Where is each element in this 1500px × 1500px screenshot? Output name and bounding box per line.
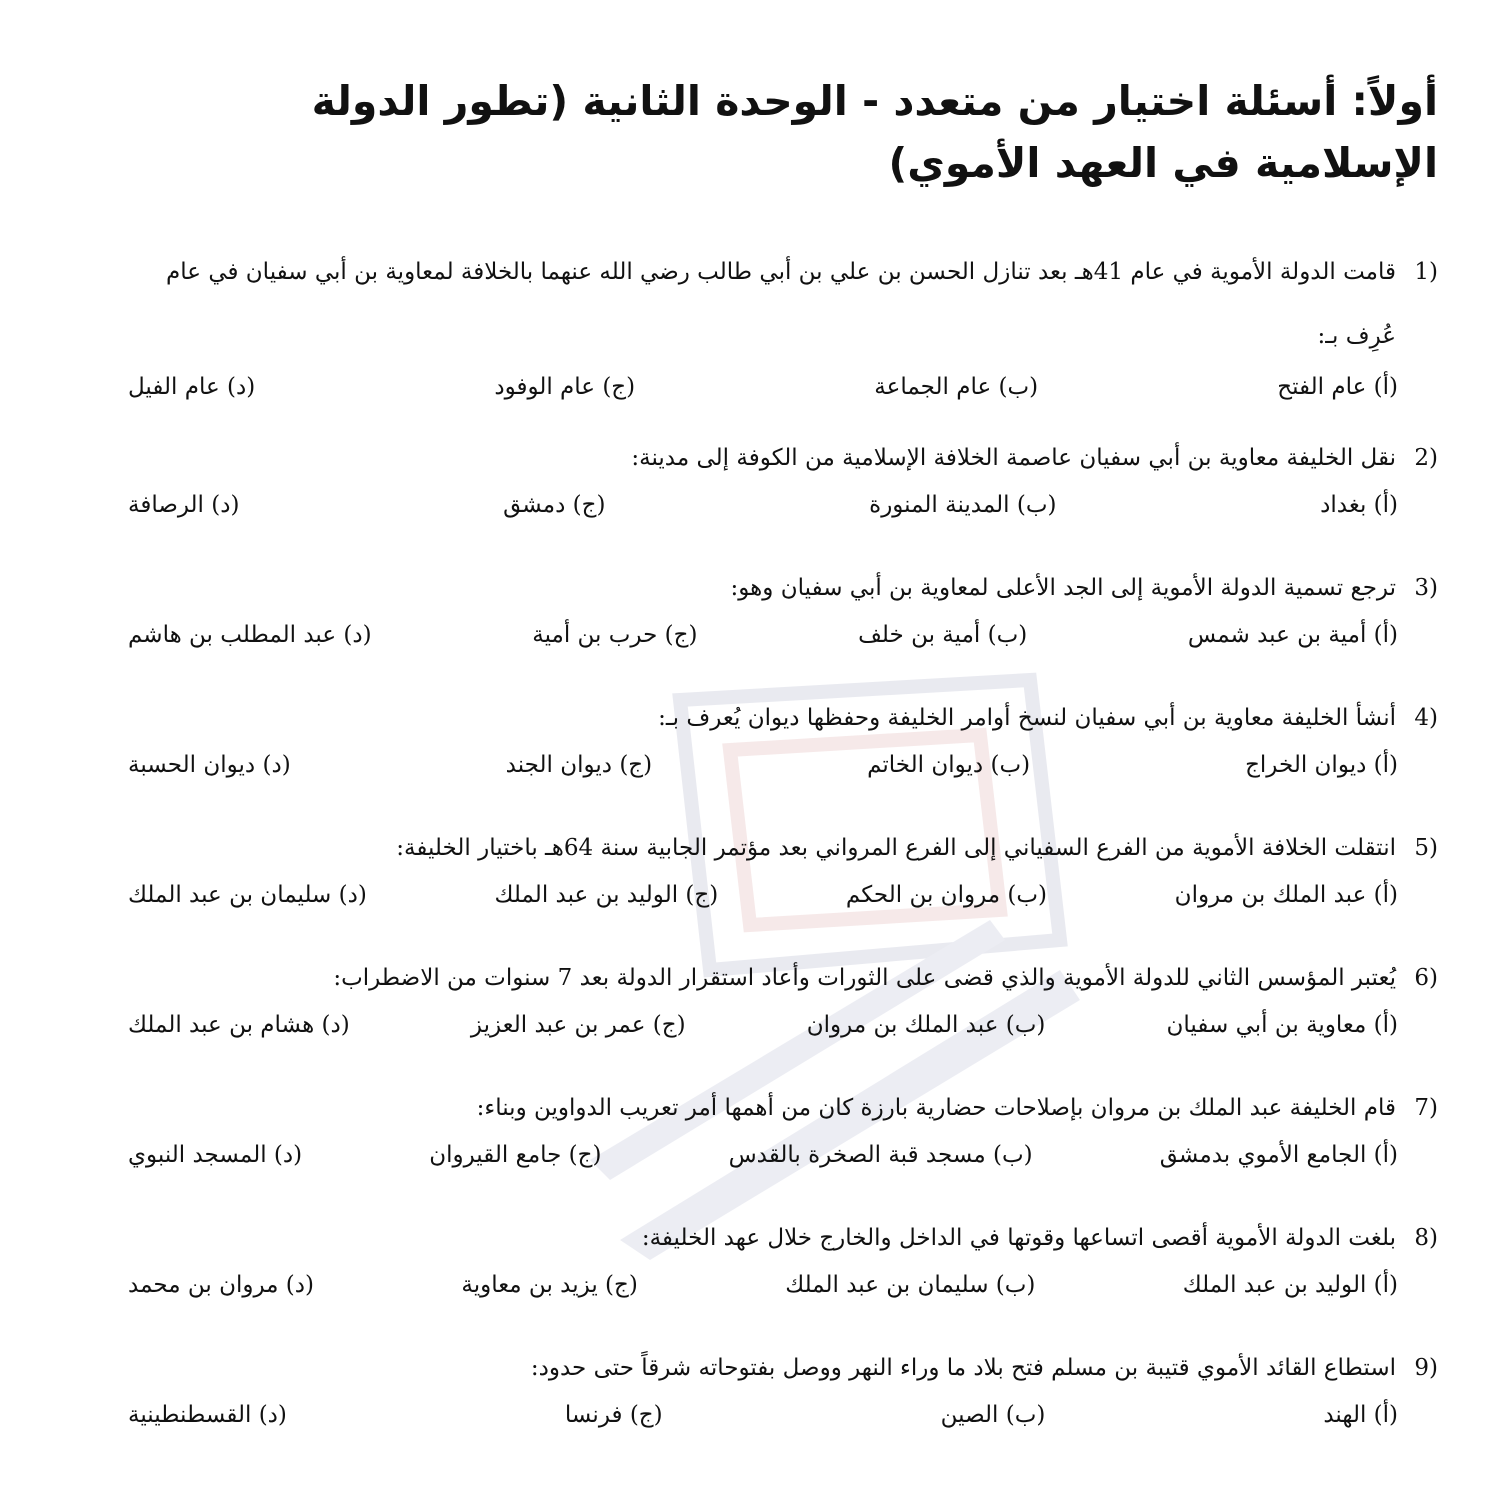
answer-options (128, 876, 1438, 914)
option-b: (ب) مسجد قبة الصخرة بالقدس (728, 1142, 1033, 1168)
question-item (128, 240, 1438, 406)
question-number: 4) (1414, 705, 1438, 731)
option-a: (أ) أمية بن عبد شمس (1187, 622, 1398, 648)
answer-options (128, 1266, 1438, 1304)
option-c: (ج) يزيد بن معاوية (461, 1272, 638, 1298)
option-c: (ج) دمشق (503, 492, 606, 518)
option-c: (ج) فرنسا (564, 1402, 663, 1428)
question-number: 5) (1414, 835, 1438, 861)
option-b: (ب) مروان بن الحكم (845, 882, 1047, 908)
option-b: (ب) المدينة المنورة (869, 492, 1057, 518)
answer-options (128, 1136, 1438, 1174)
question-stem (128, 820, 1438, 876)
option-d: (د) عبد المطلب بن هاشم (128, 622, 372, 648)
question-number: 2) (1414, 445, 1438, 471)
option-b: (ب) ديوان الخاتم (867, 752, 1031, 778)
option-d: (د) هشام بن عبد الملك (128, 1012, 350, 1038)
answer-options (128, 486, 1438, 524)
question-stem (128, 690, 1438, 746)
question-number: 6) (1414, 965, 1438, 991)
answer-options (128, 368, 1438, 406)
question-stem (128, 1210, 1438, 1266)
question-item (128, 690, 1438, 784)
question-item (128, 430, 1438, 524)
option-d: (د) عام الفيل (128, 374, 256, 400)
option-d: (د) سليمان بن عبد الملك (128, 882, 367, 908)
option-a: (أ) عام الفتح (1277, 374, 1398, 400)
question-text: قام الخليفة عبد الملك بن مروان بإصلاحات حضارية بارزة كان من أهمها أمر تعريب الدواوين وبناء: (476, 1095, 1396, 1121)
question-stem (128, 950, 1438, 1006)
question-text: نقل الخليفة معاوية بن أبي سفيان عاصمة الخلافة الإسلامية من الكوفة إلى مدينة: (631, 445, 1396, 471)
option-c: (ج) الوليد بن عبد الملك (494, 882, 719, 908)
option-d: (د) ديوان الحسبة (128, 752, 291, 778)
question-text: قامت الدولة الأموية في عام 41هـ بعد تنازل الحسن بن علي بن أبي طالب رضي الله عنهما بالخلافة لمعاوية بن أبي سفيان في عام عُرِف بـ: (166, 259, 1396, 349)
question-item (128, 950, 1438, 1044)
option-c: (ج) جامع القيروان (429, 1142, 602, 1168)
answer-options (128, 616, 1438, 654)
option-d: (د) المسجد النبوي (128, 1142, 303, 1168)
question-number: 9) (1414, 1355, 1438, 1381)
question-item (128, 820, 1438, 914)
option-a: (أ) بغداد (1320, 492, 1398, 518)
option-b: (ب) أمية بن خلف (858, 622, 1028, 648)
question-item (128, 560, 1438, 654)
question-text: استطاع القائد الأموي قتيبة بن مسلم فتح بلاد ما وراء النهر ووصل بفتوحاته شرقاً حتى حدود: (530, 1355, 1396, 1381)
option-a: (أ) الهند (1323, 1402, 1398, 1428)
option-a: (أ) معاوية بن أبي سفيان (1166, 1012, 1398, 1038)
option-d: (د) مروان بن محمد (128, 1272, 314, 1298)
option-b: (ب) سليمان بن عبد الملك (785, 1272, 1036, 1298)
question-stem (128, 240, 1438, 368)
option-c: (ج) ديوان الجند (505, 752, 653, 778)
question-stem (128, 1080, 1438, 1136)
answer-options (128, 746, 1438, 784)
question-item (128, 1080, 1438, 1174)
question-text: انتقلت الخلافة الأموية من الفرع السفياني إلى الفرع المرواني بعد مؤتمر الجابية سنة 64هـ باختيار الخليفة: (396, 835, 1396, 861)
option-d: (د) الرصافة (128, 492, 240, 518)
option-a: (أ) عبد الملك بن مروان (1174, 882, 1398, 908)
question-number: 8) (1414, 1225, 1438, 1251)
question-list (128, 240, 1438, 1470)
option-c: (ج) حرب بن أمية (532, 622, 698, 648)
question-text: ترجع تسمية الدولة الأموية إلى الجد الأعلى لمعاوية بن أبي سفيان وهو: (730, 575, 1396, 601)
question-stem (128, 560, 1438, 616)
question-text: بلغت الدولة الأموية أقصى اتساعها وقوتها في الداخل والخارج خلال عهد الخليفة: (641, 1225, 1396, 1251)
option-b: (ب) عام الجماعة (874, 374, 1039, 400)
question-number: 3) (1414, 575, 1438, 601)
option-a: (أ) الجامع الأموي بدمشق (1159, 1142, 1398, 1168)
question-item (128, 1210, 1438, 1304)
question-text: أنشأ الخليفة معاوية بن أبي سفيان لنسخ أوامر الخليفة وحفظها ديوان يُعرف بـ: (658, 705, 1396, 731)
question-text: يُعتبر المؤسس الثاني للدولة الأموية والذي قضى على الثورات وأعاد استقرار الدولة بعد 7 سنوات من الاضطراب: (333, 965, 1396, 991)
page-title: أولاً: أسئلة اختيار من متعدد - الوحدة الثانية (تطور الدولة الإسلامية في العهد الأموي) (311, 77, 1438, 187)
question-stem (128, 1340, 1438, 1396)
option-b: (ب) الصين (940, 1402, 1046, 1428)
question-number: 7) (1414, 1095, 1438, 1121)
option-c: (ج) عام الوفود (494, 374, 636, 400)
answer-options (128, 1006, 1438, 1044)
question-number: 1) (1414, 259, 1438, 285)
answer-options (128, 1396, 1438, 1434)
option-b: (ب) عبد الملك بن مروان (806, 1012, 1046, 1038)
question-stem (128, 430, 1438, 486)
option-c: (ج) عمر بن عبد العزيز (470, 1012, 686, 1038)
question-item (128, 1340, 1438, 1434)
option-a: (أ) ديوان الخراج (1245, 752, 1398, 778)
option-a: (أ) الوليد بن عبد الملك (1182, 1272, 1398, 1298)
option-d: (د) القسطنطينية (128, 1402, 287, 1428)
